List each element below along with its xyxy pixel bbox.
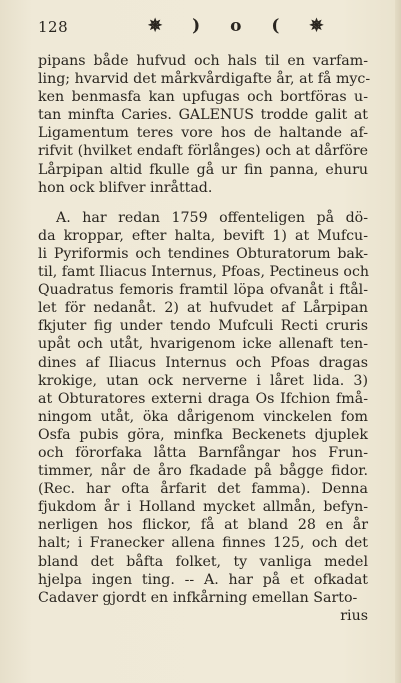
text-line: let för nedanåt. 2) at hufvudet af Lårpipan: [38, 300, 368, 317]
text-body: [38, 52, 371, 625]
text-line: Lårpipan altid fkulle gå ur fin panna, ehuru: [38, 161, 368, 178]
text-line: krokige, utan ock nerverne i låret lida. 3): [38, 372, 368, 389]
text-line: (Rec. har ofta årfarit det famma). Denna: [38, 481, 368, 498]
text-line: Quadratus femoris framtil löpa ofvanåt i ftål-: [38, 282, 368, 299]
text-line: dines af Iliacus Internus och Pfoas dragas: [38, 354, 368, 371]
text-line: pipans både hufvud och hals til en varfam-: [38, 53, 368, 69]
text-line: hjelpa ingen ting. -- A. har på et ofkadat: [38, 571, 368, 588]
page-number: 128: [38, 18, 69, 36]
header-ornament: ✵ ) o ( ✵: [148, 16, 336, 36]
paragraph-1: [38, 52, 371, 197]
paragraph-2: [38, 209, 368, 607]
text-line: ningom utåt, öka dårigenom vinckelen fom: [38, 408, 368, 425]
text-line: ling; hvarvid det mårkvårdigafte år, at få myc-: [38, 71, 371, 88]
text-line: bland det båfta folket, ty vanliga medel: [38, 553, 368, 570]
text-line: Ligamentum teres vore hos de haltande af-: [38, 125, 368, 142]
text-line: Cadaver gjordt en infkårning emellan Sarto-: [38, 589, 358, 606]
text-line: Osfa pubis göra, minfka Beckenets djuplek: [38, 426, 368, 443]
text-line: da kroppar, efter halta, bevift 1) at Mufcu-: [38, 227, 368, 244]
text-line: timmer, når de åro fkadade på bågge fidor.: [38, 463, 368, 480]
page-edge: [395, 0, 401, 683]
text-line: tan minfta Caries. GALENUS trodde galit at: [38, 107, 368, 124]
text-line: fkjuter fig under tendo Mufculi Recti cruris: [38, 318, 368, 335]
text-line: ken benmasfa kan upfugas och bortföras u-: [38, 89, 368, 106]
text-line: fjukdom år i Holland mycket allmån, befyn-: [38, 499, 368, 516]
catchword: rius: [340, 607, 368, 624]
text-line: hon ock blifver inråttad.: [38, 179, 213, 196]
text-line: och förorfaka låtta Barnfångar hos Frun-: [38, 444, 368, 461]
text-line: halt; i Franecker allena finnes 125, och det: [38, 535, 368, 552]
text-line: at Obturatores externi draga Os Ifchion fmå-: [38, 390, 368, 407]
text-line: li Pyriformis och tendines Obturatorum bak-: [38, 245, 368, 262]
running-header: [38, 14, 361, 40]
text-line: A. har redan 1759 offenteligen på dö-: [56, 209, 368, 226]
text-line: upåt och utåt, hvarigenom icke allenaft ten-: [38, 336, 368, 353]
text-line: til, famt Iliacus Internus, Pfoas, Pectineus och: [38, 264, 370, 281]
text-line: nerligen hos flickor, få at bland 28 en år: [38, 517, 368, 534]
text-line: rifvit (hvilket endaft förlånges) och at dårföre: [38, 143, 368, 160]
